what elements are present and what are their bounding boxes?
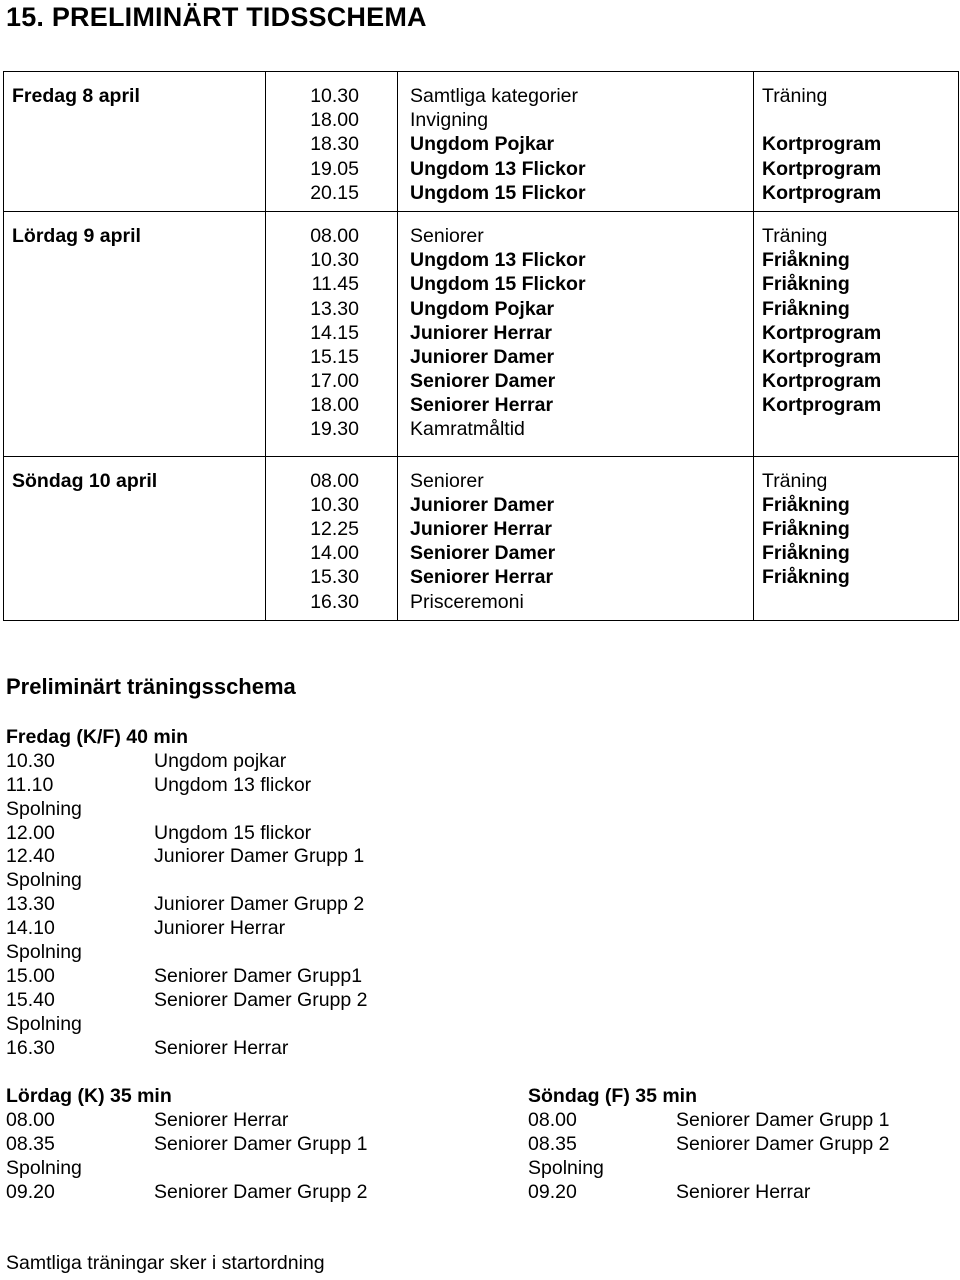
- schedule-type: [762, 590, 958, 614]
- schedule-time: 08.00: [310, 469, 359, 492]
- training-row: [6, 1132, 368, 1157]
- training-group: Seniorer Herrar: [676, 1180, 811, 1203]
- training-row: [528, 1132, 890, 1157]
- training-time: 13.30: [6, 893, 55, 916]
- schedule-type: Träning: [762, 85, 828, 107]
- training-row: [6, 1108, 289, 1133]
- training-group: Juniorer Damer Grupp 2: [154, 893, 365, 916]
- schedule-type: Friåkning: [762, 273, 850, 296]
- training-time: 15.00: [6, 964, 55, 987]
- schedule-type: [762, 417, 958, 441]
- schedule-type: Friåkning: [762, 566, 850, 589]
- training-time: 12.40: [6, 845, 55, 868]
- training-row: [6, 845, 365, 869]
- schedule-time: 13.30: [310, 297, 359, 320]
- day-label: Fredag 8 april: [12, 85, 140, 107]
- types-cell: [754, 72, 959, 212]
- training-group: Ungdom 15 flickor: [154, 821, 312, 844]
- schedule-day-row: [4, 72, 959, 212]
- schedule-type: Kortprogram: [762, 370, 882, 393]
- schedule-time: 19.05: [310, 157, 359, 180]
- categories-cell: [398, 211, 754, 456]
- schedule-time: 10.30: [310, 249, 359, 272]
- training-row: [528, 1180, 811, 1205]
- times-cell: [266, 456, 398, 620]
- training-time: 09.20: [528, 1180, 577, 1203]
- training-schedule-title: Preliminärt träningsschema: [6, 674, 296, 699]
- training-time: 11.10: [6, 773, 54, 796]
- day-label: Lördag 9 april: [12, 224, 141, 247]
- training-row: [6, 893, 365, 917]
- footer-note: Samtliga träningar sker i startordning: [6, 1252, 325, 1274]
- friday-training-block: [6, 726, 368, 1060]
- schedule-category: Juniorer Herrar: [410, 518, 552, 540]
- schedule-type: Kortprogram: [762, 157, 882, 180]
- schedule-time: 14.15: [310, 321, 359, 344]
- schedule-category: Seniorer: [410, 224, 484, 247]
- training-group: Seniorer Herrar: [154, 1036, 289, 1059]
- training-row: [6, 1013, 188, 1037]
- training-row: [6, 917, 286, 941]
- schedule-type: Friåkning: [762, 542, 850, 565]
- training-time: 08.00: [528, 1108, 577, 1131]
- training-row: [528, 1157, 697, 1181]
- schedule-category: Seniorer Herrar: [410, 566, 554, 589]
- training-row: [6, 1180, 368, 1205]
- training-group: Ungdom 13 flickor: [154, 773, 312, 796]
- training-row: [528, 1108, 890, 1133]
- schedule-type: Kortprogram: [762, 321, 882, 344]
- schedule-time: 11.45: [311, 273, 359, 296]
- schedule-type: Kortprogram: [762, 181, 882, 204]
- training-time: 16.30: [6, 1036, 55, 1059]
- day-cell: [4, 456, 266, 620]
- training-group: Juniorer Damer Grupp 1: [154, 845, 365, 868]
- schedule-time: 12.25: [310, 518, 359, 540]
- schedule-category: Kamratmåltid: [410, 418, 525, 441]
- training-time: Spolning: [6, 869, 82, 892]
- schedule-time: 10.30: [310, 493, 359, 516]
- schedule-table: [3, 71, 959, 621]
- categories-cell: [398, 456, 754, 620]
- sunday-training-block: [528, 1085, 890, 1204]
- schedule-time: 17.00: [310, 370, 359, 393]
- day-cell: [4, 211, 266, 456]
- schedule-time: 18.30: [310, 133, 359, 156]
- training-time: 08.35: [6, 1132, 55, 1155]
- schedule-time: 18.00: [310, 394, 359, 417]
- page-title: 15. PRELIMINÄRT TIDSSCHEMA: [6, 2, 427, 32]
- schedule-type: Träning: [762, 224, 828, 247]
- training-group: Seniorer Damer Grupp 1: [154, 1132, 368, 1155]
- schedule-time: 16.30: [310, 590, 359, 613]
- training-group: Ungdom pojkar: [154, 749, 287, 772]
- schedule-category: Seniorer Herrar: [410, 394, 554, 417]
- training-group: Seniorer Damer Grupp 1: [676, 1108, 890, 1131]
- training-row: [6, 941, 188, 965]
- training-row: [6, 773, 312, 798]
- schedule-time: 10.30: [310, 85, 359, 107]
- types-cell: [754, 211, 959, 456]
- training-row: [6, 869, 188, 893]
- schedule-type: [762, 108, 958, 132]
- schedule-type: Friåkning: [762, 297, 850, 320]
- training-row: [6, 988, 368, 1013]
- training-time: 12.00: [6, 821, 55, 844]
- times-cell: [266, 211, 398, 456]
- schedule-category: Ungdom Pojkar: [410, 133, 555, 156]
- schedule-category: Invigning: [410, 109, 489, 132]
- schedule-type: Kortprogram: [762, 133, 882, 156]
- saturday-heading: Lördag (K) 35 min: [6, 1085, 172, 1107]
- schedule-type: Träning: [762, 469, 828, 492]
- categories-cell: [398, 72, 754, 212]
- training-time: 08.00: [6, 1108, 55, 1131]
- schedule-category: Ungdom 13 Flickor: [410, 157, 586, 180]
- training-group: Seniorer Damer Grupp 2: [154, 1180, 368, 1203]
- training-time: Spolning: [6, 941, 82, 964]
- schedule-category: Seniorer Damer: [410, 370, 556, 393]
- day-label: Söndag 10 april: [12, 469, 158, 492]
- schedule-time: 19.30: [310, 418, 359, 441]
- schedule-type: Friåkning: [762, 518, 850, 540]
- training-row: [6, 821, 312, 846]
- training-time: 14.10: [6, 917, 55, 940]
- schedule-category: Ungdom 15 Flickor: [410, 181, 586, 204]
- schedule-type: Friåkning: [762, 249, 850, 272]
- schedule-day-row: [4, 456, 959, 620]
- sunday-heading: Söndag (F) 35 min: [528, 1085, 698, 1107]
- training-row: [6, 1157, 172, 1181]
- schedule-type: Kortprogram: [762, 394, 882, 417]
- schedule-category: Juniorer Herrar: [410, 321, 552, 344]
- schedule-category: Prisceremoni: [410, 590, 524, 613]
- schedule-time: 14.00: [310, 542, 359, 565]
- training-time: 15.40: [6, 988, 55, 1011]
- schedule-category: Juniorer Damer: [410, 345, 555, 368]
- training-row: [6, 749, 287, 774]
- training-time: 09.20: [6, 1180, 55, 1203]
- training-time: Spolning: [6, 1012, 82, 1035]
- training-time: Spolning: [6, 1156, 82, 1179]
- saturday-training-block: [6, 1085, 368, 1204]
- training-group: Seniorer Damer Grupp 2: [154, 988, 368, 1011]
- types-cell: [754, 456, 959, 620]
- training-row: [6, 1036, 289, 1061]
- training-group: Seniorer Damer Grupp1: [154, 964, 363, 987]
- schedule-category: Ungdom Pojkar: [410, 297, 555, 320]
- training-time: 10.30: [6, 749, 55, 772]
- training-time: Spolning: [528, 1156, 604, 1179]
- training-group: Juniorer Herrar: [154, 917, 286, 940]
- times-cell: [266, 72, 398, 212]
- schedule-category: Seniorer: [410, 469, 484, 492]
- schedule-time: 18.00: [310, 109, 359, 132]
- schedule-type: Friåkning: [762, 493, 850, 516]
- schedule-time: 15.15: [310, 345, 359, 368]
- schedule-day-row: [4, 211, 959, 456]
- training-group: Seniorer Herrar: [154, 1108, 289, 1131]
- training-time: 08.35: [528, 1132, 577, 1155]
- day-cell: [4, 72, 266, 212]
- friday-heading: Fredag (K/F) 40 min: [6, 726, 189, 748]
- schedule-type: Kortprogram: [762, 345, 882, 368]
- schedule-time: 08.00: [310, 224, 359, 247]
- schedule-time: 15.30: [310, 566, 359, 589]
- schedule-category: Samtliga kategorier: [410, 85, 578, 107]
- training-row: [6, 798, 188, 822]
- training-row: [6, 964, 363, 989]
- schedule-category: Juniorer Damer: [410, 493, 555, 516]
- schedule-category: Ungdom 13 Flickor: [410, 249, 586, 272]
- training-time: Spolning: [6, 797, 82, 820]
- schedule-category: Seniorer Damer: [410, 542, 556, 565]
- schedule-category: Ungdom 15 Flickor: [410, 273, 586, 296]
- training-group: Seniorer Damer Grupp 2: [676, 1132, 890, 1155]
- schedule-time: 20.15: [310, 181, 359, 204]
